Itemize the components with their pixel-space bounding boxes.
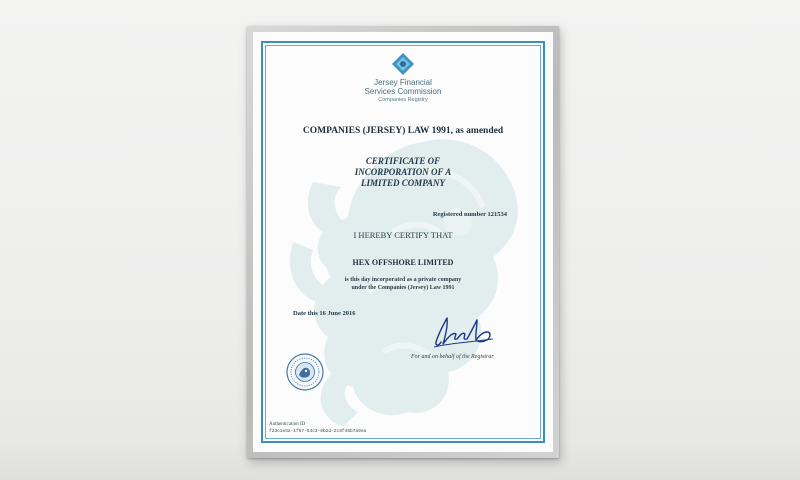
certify-statement: I HEREBY CERTIFY THAT xyxy=(353,230,453,240)
registrar-signature xyxy=(431,312,499,352)
organisation-name-line-1: Jersey Financial xyxy=(374,78,432,87)
incorporation-line-2: under the Companies (Jersey) Law 1991 xyxy=(351,285,455,291)
registrar-behalf-caption: For and on behalf of the Registrar xyxy=(411,354,494,360)
company-name: HEX OFFSHORE LIMITED xyxy=(352,258,454,267)
law-title: COMPANIES (JERSEY) LAW 1991, as amended xyxy=(302,126,504,136)
certificate-paper xyxy=(253,32,553,452)
organisation-department: Companies Registry xyxy=(378,97,428,103)
certificate-title-line-2: INCORPORATION OF A xyxy=(354,167,452,177)
issue-date: Date this 16 June 2016 xyxy=(293,310,356,317)
registered-number: Registered number 121534 xyxy=(432,211,507,218)
jfsc-diamond-logo-icon xyxy=(391,52,415,76)
organisation-name-line-2: Services Commission xyxy=(364,87,442,96)
authentication-label: Authentication ID xyxy=(269,422,306,427)
incorporation-line-1: is this day incorporated as a private company xyxy=(344,277,462,283)
certificate-title-line-3: LIMITED COMPANY xyxy=(360,178,446,188)
picture-frame xyxy=(247,26,559,458)
registry-seal-icon xyxy=(285,352,325,392)
authentication-id: f23c1e5a-1f67-54c3-8b2d-2c8f45b7a9ea xyxy=(269,429,367,434)
certificate-title-line-1: CERTIFICATE OF xyxy=(365,156,441,166)
